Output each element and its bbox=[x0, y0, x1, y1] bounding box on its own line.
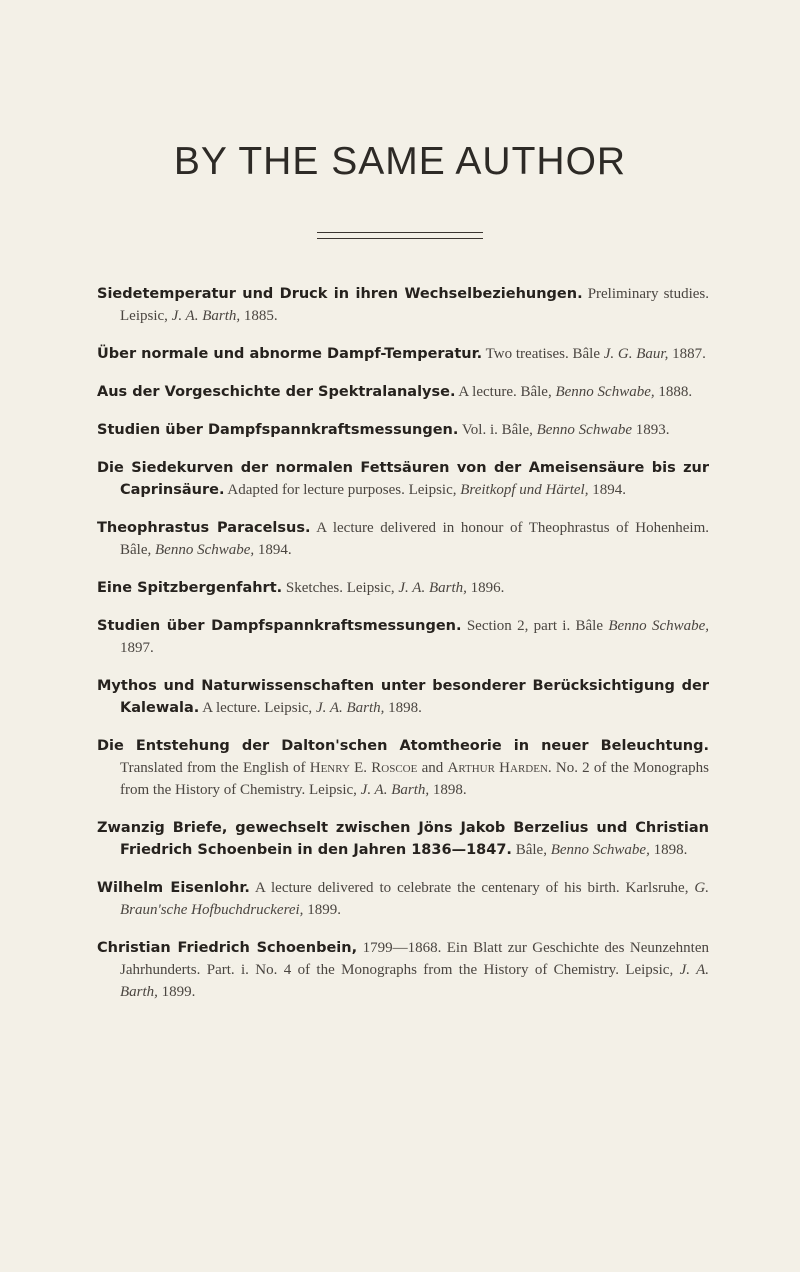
entry-publisher: J. A. Barth, bbox=[171, 308, 241, 324]
entry-title: Christian Friedrich Schoenbein, bbox=[97, 940, 358, 956]
entry-description: Preliminary studies. Leipsic, bbox=[120, 286, 710, 324]
entry-description-prefix: Translated from the English of bbox=[120, 760, 306, 776]
entry-title: Aus der Vorgeschichte der Spektralanalyse. bbox=[97, 384, 456, 400]
entry-publisher: J. G. Baur, bbox=[603, 346, 669, 362]
entry-publisher: J. A. Barth, bbox=[120, 962, 709, 1000]
entry-title: Siedetemperatur und Druck in ihren Wechselbeziehungen. bbox=[97, 286, 583, 302]
entry-description: A lecture. Bâle, bbox=[458, 384, 552, 400]
entry-year: 1887. bbox=[672, 346, 706, 362]
entry-title: Die Siedekurven der normalen Fettsäuren von der Ameisensäure bis zur Caprinsäure. bbox=[97, 460, 709, 498]
entry-title: Zwanzig Briefe, gewechselt zwischen Jöns Jakob Berzelius und Christian Friedrich Schoenbein in den Jahren 1836—1847. bbox=[97, 820, 709, 858]
entry-title: Theophrastus Paracelsus. bbox=[97, 520, 311, 536]
entry-year: 1894. bbox=[257, 542, 292, 558]
bibliography-entry bbox=[97, 735, 709, 801]
entry-description: 1799—1868. Ein Blatt zur Geschichte des Neunzehnten Jahrhunderts. Part. i. No. 4 of the Monographs from the History of Chemistry. Leipsic, bbox=[120, 940, 709, 978]
bibliography-entry bbox=[97, 457, 709, 501]
entry-year: 1898. bbox=[432, 782, 467, 798]
entry-description: Two treatises. Bâle bbox=[485, 346, 601, 362]
entry-publisher: Benno Schwabe, bbox=[608, 618, 710, 634]
bibliography-entry bbox=[97, 517, 709, 561]
entry-publisher: Benno Schwabe, bbox=[550, 842, 650, 858]
entry-title: Die Entstehung der Dalton'schen Atomtheorie in neuer Beleuchtung. bbox=[97, 738, 709, 754]
page-heading: BY THE SAME AUTHOR bbox=[173, 140, 627, 183]
double-rule-top bbox=[317, 232, 483, 233]
entry-publisher: Benno Schwabe, bbox=[555, 384, 655, 400]
entry-title: Über normale und abnorme Dampf-Temperatur. bbox=[97, 346, 483, 362]
bibliography-entry bbox=[97, 615, 709, 659]
bibliography-entry bbox=[97, 577, 709, 599]
entry-publisher: J. A. Barth, bbox=[360, 782, 430, 798]
entry-year: 1893. bbox=[635, 422, 670, 438]
entry-author: Arthur Harden. bbox=[447, 760, 552, 776]
bibliography-entry bbox=[97, 381, 709, 403]
bibliography-entry bbox=[97, 283, 709, 327]
entry-publisher: G. Braun'sche Hofbuchdruckerei, bbox=[120, 880, 709, 918]
entry-description: Bâle, bbox=[515, 842, 547, 858]
entry-title: Studien über Dampfspannkraftsmessungen. bbox=[97, 618, 462, 634]
entry-description: No. 2 of the Monographs from the History of Chemistry. Leipsic, bbox=[120, 760, 710, 798]
entry-description: A lecture delivered to celebrate the centenary of his birth. Karlsruhe, bbox=[255, 880, 689, 896]
double-rule-bottom bbox=[317, 238, 483, 239]
bibliography-list bbox=[97, 283, 709, 1019]
entry-year: 1896. bbox=[470, 580, 505, 596]
entry-description: A lecture. Leipsic, bbox=[202, 700, 313, 716]
entry-publisher: J. A. Barth, bbox=[398, 580, 467, 596]
entry-title: Wilhelm Eisenlohr. bbox=[97, 880, 250, 896]
entry-year: 1888. bbox=[658, 384, 693, 400]
entry-description: Adapted for lecture purposes. Leipsic, bbox=[227, 482, 457, 498]
entry-year: 1898. bbox=[388, 700, 422, 716]
entry-publisher: Benno Schwabe bbox=[536, 422, 632, 438]
entry-title: Mythos und Naturwissenschaften unter besonderer Berücksichtigung der Kalewala. bbox=[97, 678, 709, 716]
bibliography-entry bbox=[97, 419, 709, 441]
entry-description: Vol. i. Bâle, bbox=[461, 422, 533, 438]
entry-year: 1898. bbox=[653, 842, 688, 858]
entry-description: Section 2, part i. Bâle bbox=[466, 618, 604, 634]
bibliography-entry bbox=[97, 675, 709, 719]
entry-title: Eine Spitzbergenfahrt. bbox=[97, 580, 283, 596]
entry-author: Henry E. Roscoe bbox=[309, 760, 418, 776]
bibliography-entry bbox=[97, 877, 709, 921]
entry-publisher: Breitkopf und Härtel, bbox=[460, 482, 589, 498]
entry-publisher: Benno Schwabe, bbox=[155, 542, 255, 558]
entry-description: A lecture delivered in honour of Theophrastus of Hohenheim. Bâle, bbox=[120, 520, 709, 558]
entry-description: Sketches. Leipsic, bbox=[285, 580, 395, 596]
entry-year: 1885. bbox=[243, 308, 278, 324]
entry-year: 1899. bbox=[161, 984, 196, 1000]
bibliography-entry bbox=[97, 343, 709, 365]
entry-publisher: J. A. Barth, bbox=[315, 700, 385, 716]
entry-year: 1894. bbox=[592, 482, 626, 498]
entry-year: 1899. bbox=[307, 902, 341, 918]
entry-conjunction: and bbox=[421, 760, 444, 776]
entry-year: 1897. bbox=[120, 640, 154, 656]
entry-title: Studien über Dampfspannkraftsmessungen. bbox=[97, 422, 459, 438]
bibliography-entry bbox=[97, 817, 709, 861]
bibliography-entry bbox=[97, 937, 709, 1003]
